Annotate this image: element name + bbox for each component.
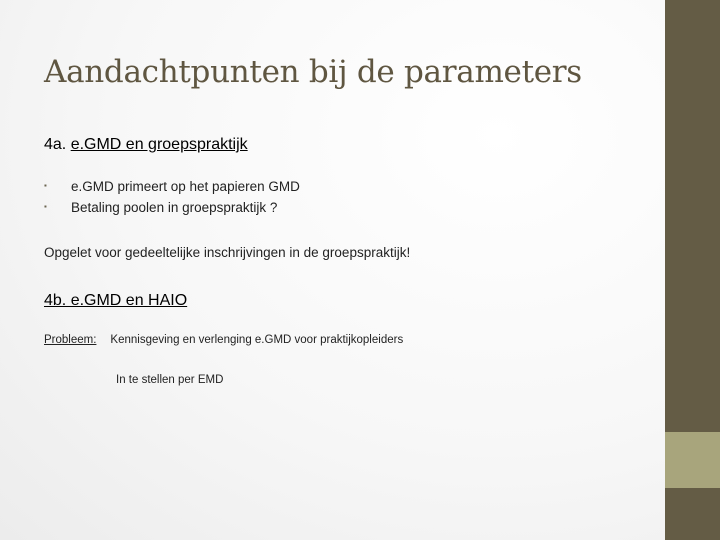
section-a-prefix: 4a.	[44, 136, 71, 153]
list-item	[44, 176, 300, 197]
sidebar-accent-light	[665, 432, 720, 488]
slide-title: Aandachtpunten bij de parameters	[44, 54, 582, 90]
section-a-heading-text: e.GMD en groepspraktijk	[70, 136, 248, 153]
section-a-bullet-list	[44, 176, 300, 218]
section-b-heading: 4b. e.GMD en HAIO	[44, 292, 188, 309]
problem-text: Kennisgeving en verlenging e.GMD voor praktijkopleiders	[110, 334, 404, 346]
bullet-text: Betaling poolen in groepspraktijk ?	[71, 200, 278, 215]
sidebar-accent-top	[665, 0, 720, 432]
list-item	[44, 197, 300, 218]
square-bullet-icon: ▪	[44, 201, 47, 211]
section-a-note: Opgelet voor gedeeltelijke inschrijvingen in de groepspraktijk!	[44, 245, 411, 260]
section-a-heading	[44, 136, 248, 154]
square-bullet-icon: ▪	[44, 180, 47, 190]
sidebar-accent-bottom	[665, 488, 720, 540]
bullet-text: e.GMD primeert op het papieren GMD	[71, 179, 300, 194]
problem-label: Probleem:	[44, 334, 97, 346]
problem-extra-line: In te stellen per EMD	[116, 374, 224, 386]
problem-line	[44, 334, 403, 346]
